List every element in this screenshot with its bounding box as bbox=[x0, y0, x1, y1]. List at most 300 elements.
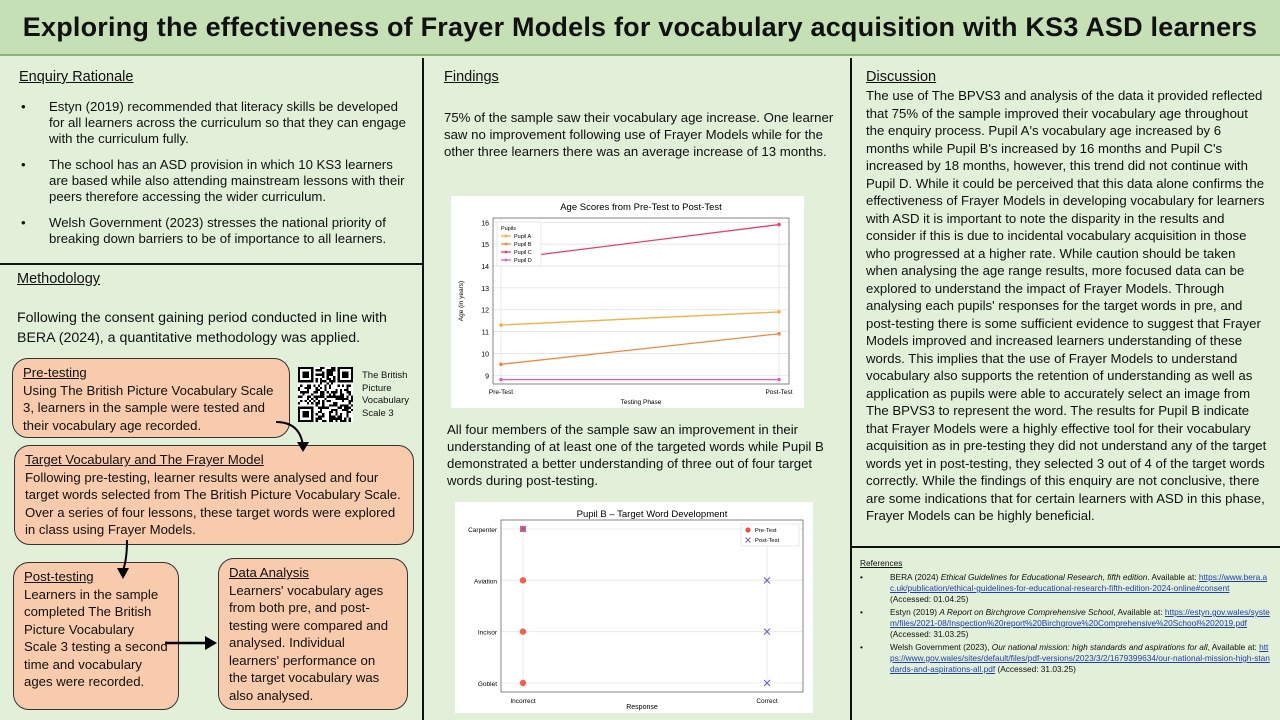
legend-label: Pupil A bbox=[514, 234, 532, 240]
qr-module bbox=[333, 418, 335, 420]
qr-module bbox=[305, 387, 307, 389]
y-tick-label: Incisor bbox=[477, 629, 497, 637]
qr-module bbox=[316, 420, 318, 422]
qr-module bbox=[340, 398, 342, 400]
qr-module bbox=[322, 396, 324, 398]
qr-module bbox=[309, 396, 311, 398]
discussion-body: The use of The BPVS3 and analysis of the data it provided reflected that 75% of the sample improved their vocabulary age throughout the enquiry process. Pupil A's vocabulary age increased by 6 months while Pupil B's increased by 16 months and Pupil C's increased by 18 months, however, this trend did not continue with Pupil D. While it could be perceived that this data alone confirms the effectiveness of Frayer Models in developing vocabulary for learners with ASD it is important to note the disparity in the results and consider if this is due to incidental vocabulary acquisition in those who progressed at a higher rate. While caution should be taken when analysing the age range results, more focused data can be explored to understand the impact of Frayer Models. Through analysing each pupils' responses for the target words in pre, and post-testing there is some sufficient evidence to suggest that Frayer Models improved and increased learners understanding of these words. This implies that the use of Frayer Models to understand vocabulary also supports the retention of understanding as well as application as pupils were able to accurately select an image from The BPVS3 to represent the word. The results for Pupil B indicate that Frayer Models were a highly effective tool for their vocabulary acquisition as in pre-testing they did not understand any of the target words yet in post-testing, they selected 3 out of 4 of the target words correctly. While the findings of this enquiry are not conclusive, there are some indications that for certain learners with ASD in this phase, Frayer Models can be highly beneficial. bbox=[866, 88, 1267, 523]
qr-module bbox=[324, 385, 326, 387]
qr-module bbox=[311, 393, 313, 395]
qr-module bbox=[351, 400, 353, 402]
methodology-heading: Methodology bbox=[17, 271, 101, 287]
qr-module bbox=[349, 402, 351, 404]
qr-module bbox=[331, 391, 333, 393]
qr-module bbox=[320, 396, 322, 398]
reference-title: A Report on Birchgrove Comprehensive School bbox=[939, 607, 1114, 617]
qr-module bbox=[349, 420, 351, 422]
qr-module bbox=[298, 396, 300, 398]
legend-label: Pupil C bbox=[514, 250, 532, 256]
qr-module bbox=[327, 371, 329, 373]
arrow-target-to-posttest bbox=[112, 538, 134, 582]
pretest-body: Using The British Picture Vocabulary Scale 3, learners in the sample were tested and their vocabulary age recorded. bbox=[23, 382, 274, 433]
qr-module bbox=[329, 404, 331, 406]
qr-module bbox=[340, 407, 342, 409]
qr-module bbox=[340, 404, 342, 406]
qr-module bbox=[320, 374, 322, 376]
references-list bbox=[860, 572, 1272, 675]
qr-module bbox=[313, 385, 315, 387]
qr-module bbox=[320, 391, 322, 393]
qr-module bbox=[324, 380, 326, 382]
qr-module bbox=[309, 387, 311, 389]
qr-module bbox=[335, 420, 337, 422]
qr-module bbox=[320, 382, 322, 384]
rationale-bullet: • The school has an ASD provision in which 10 KS3 learners are based while also attending mainstream lessons with their peers therefore accessing the wider curriculum. bbox=[19, 157, 411, 205]
y-tick-label: 15 bbox=[481, 242, 489, 250]
qr-module bbox=[338, 418, 340, 420]
data-analysis-title: Data Analysis bbox=[229, 565, 309, 580]
qr-module bbox=[342, 393, 344, 395]
qr-module bbox=[333, 391, 335, 393]
x-tick-label: Correct bbox=[756, 698, 778, 705]
qr-module bbox=[318, 400, 320, 402]
qr-module bbox=[311, 398, 313, 400]
qr-module bbox=[346, 387, 348, 389]
qr-module bbox=[342, 396, 344, 398]
qr-module bbox=[344, 407, 346, 409]
qr-module bbox=[335, 413, 337, 415]
qr-module bbox=[322, 380, 324, 382]
qr-module bbox=[331, 371, 333, 373]
reference-link[interactable]: https://estyn.gov.wales/system/files/2021-08/Inspection%20report%20Birchgrove%20Comprehensive%20School%202019.pdf bbox=[890, 607, 1270, 628]
y-tick-label: 11 bbox=[481, 329, 489, 337]
qr-module bbox=[340, 418, 342, 420]
qr-module bbox=[329, 418, 331, 420]
qr-module bbox=[327, 382, 329, 384]
age-scores-chart bbox=[451, 196, 804, 408]
qr-module bbox=[322, 374, 324, 376]
data-point bbox=[499, 323, 503, 327]
qr-module bbox=[335, 409, 337, 411]
qr-module bbox=[342, 404, 344, 406]
qr-module bbox=[322, 393, 324, 395]
qr-module bbox=[351, 396, 353, 398]
qr-module bbox=[340, 389, 342, 391]
y-tick-label: 10 bbox=[481, 351, 489, 359]
qr-module bbox=[349, 393, 351, 395]
qr-module bbox=[320, 411, 322, 413]
qr-module bbox=[300, 400, 302, 402]
qr-module bbox=[333, 376, 335, 378]
qr-module bbox=[300, 391, 302, 393]
qr-module bbox=[335, 396, 337, 398]
qr-module bbox=[340, 393, 342, 395]
qr-module bbox=[322, 407, 324, 409]
qr-module bbox=[331, 420, 333, 422]
qr-module bbox=[300, 385, 302, 387]
y-axis-label: Age (in years) bbox=[458, 280, 465, 322]
qr-module bbox=[327, 391, 329, 393]
qr-module bbox=[320, 409, 322, 411]
qr-module bbox=[309, 400, 311, 402]
qr-module bbox=[327, 407, 329, 409]
qr-module bbox=[329, 396, 331, 398]
qr-module bbox=[342, 409, 344, 411]
qr-module bbox=[340, 413, 342, 415]
qr-module bbox=[329, 378, 331, 380]
qr-module bbox=[305, 400, 307, 402]
qr-module bbox=[346, 404, 348, 406]
qr-module bbox=[331, 409, 333, 411]
qr-module bbox=[329, 393, 331, 395]
data-point bbox=[777, 378, 781, 382]
data-analysis-box bbox=[218, 558, 408, 710]
qr-module bbox=[307, 389, 309, 391]
qr-module bbox=[322, 402, 324, 404]
qr-module bbox=[322, 376, 324, 378]
qr-module bbox=[322, 391, 324, 393]
qr-module bbox=[333, 378, 335, 380]
qr-module bbox=[331, 380, 333, 382]
qr-module bbox=[307, 398, 309, 400]
qr-module bbox=[316, 398, 318, 400]
target-vocabulary-body: Following pre-testing, learner results were analysed and four target words selected from The British Picture Vocabulary Scale. Over a series of four lessons, these target words were explored in class using Frayer Models. bbox=[25, 469, 401, 537]
pretest-point bbox=[520, 577, 526, 583]
data-point bbox=[499, 363, 503, 367]
qr-module bbox=[318, 411, 320, 413]
qr-module bbox=[316, 387, 318, 389]
qr-module bbox=[333, 402, 335, 404]
chart-legend bbox=[741, 524, 799, 546]
qr-module bbox=[338, 396, 340, 398]
reference-item: • Estyn (2019) A Report on Birchgrove Comprehensive School, Available at: https://estyn.gov.wales/system/files/2021-08/Inspection%20report%20Birchgrove%20Comprehensive%20School%202019.pdf (Accessed: 31.03.25) bbox=[860, 607, 1272, 640]
qr-module bbox=[346, 413, 348, 415]
posttest-title: Post-testing bbox=[24, 569, 94, 584]
qr-module bbox=[346, 409, 348, 411]
series-line bbox=[501, 334, 779, 365]
qr-module bbox=[351, 404, 353, 406]
qr-module bbox=[318, 418, 320, 420]
qr-module bbox=[346, 411, 348, 413]
qr-module bbox=[329, 380, 331, 382]
qr-module bbox=[311, 402, 313, 404]
qr-module bbox=[335, 418, 337, 420]
qr-module bbox=[318, 407, 320, 409]
qr-module bbox=[316, 418, 318, 420]
qr-module bbox=[331, 415, 333, 417]
qr-module bbox=[346, 391, 348, 393]
pretest-title: Pre-testing bbox=[23, 365, 87, 380]
qr-module bbox=[320, 380, 322, 382]
data-point bbox=[499, 378, 503, 382]
qr-module bbox=[316, 389, 318, 391]
qr-module bbox=[338, 415, 340, 417]
pretest-point bbox=[520, 628, 526, 634]
qr-module bbox=[344, 418, 346, 420]
qr-module bbox=[298, 389, 300, 391]
posttest-body: Learners in the sample completed The British Picture Vocabulary Scale 3 testing a second time and vocabulary ages were recorded. bbox=[24, 586, 168, 689]
qr-module bbox=[335, 398, 337, 400]
qr-module bbox=[335, 404, 337, 406]
qr-module bbox=[316, 413, 318, 415]
legend-marker bbox=[505, 251, 508, 254]
qr-module bbox=[333, 404, 335, 406]
series-line bbox=[501, 312, 779, 325]
qr-module bbox=[331, 404, 333, 406]
qr-module bbox=[320, 407, 322, 409]
qr-module bbox=[349, 411, 351, 413]
qr-module bbox=[307, 396, 309, 398]
legend-label: Pupil B bbox=[514, 242, 532, 248]
qr-module bbox=[324, 407, 326, 409]
x-tick-label: Post-Test bbox=[765, 389, 793, 396]
qr-module bbox=[318, 369, 320, 371]
y-tick-label: Goblet bbox=[477, 681, 497, 688]
qr-module bbox=[316, 402, 318, 404]
qr-module bbox=[327, 396, 329, 398]
qr-module bbox=[329, 387, 331, 389]
qr-module bbox=[309, 385, 311, 387]
qr-module bbox=[331, 382, 333, 384]
rationale-divider bbox=[0, 263, 423, 265]
qr-module bbox=[313, 396, 315, 398]
qr-module bbox=[300, 396, 302, 398]
qr-module bbox=[318, 396, 320, 398]
discussion-divider bbox=[850, 546, 1280, 548]
x-tick-label: Pre-Test bbox=[488, 389, 514, 396]
qr-module bbox=[327, 374, 329, 376]
qr-module bbox=[320, 378, 322, 380]
qr-module bbox=[329, 411, 331, 413]
qr-module bbox=[346, 407, 348, 409]
qr-module bbox=[329, 415, 331, 417]
y-tick-label: Aviation bbox=[473, 578, 497, 586]
column-divider-left bbox=[422, 58, 424, 720]
qr-module bbox=[344, 398, 346, 400]
qr-module bbox=[349, 400, 351, 402]
qr-module bbox=[342, 385, 344, 387]
qr-module bbox=[318, 389, 320, 391]
qr-code bbox=[298, 367, 353, 422]
legend-label: Pre-Test bbox=[755, 528, 777, 534]
qr-module bbox=[322, 371, 324, 373]
qr-module bbox=[316, 374, 318, 376]
qr-module bbox=[302, 393, 304, 395]
qr-module bbox=[322, 420, 324, 422]
qr-module bbox=[298, 387, 300, 389]
target-word-chart bbox=[455, 502, 813, 713]
y-tick-label: 14 bbox=[481, 264, 489, 272]
qr-module bbox=[338, 398, 340, 400]
qr-module bbox=[322, 415, 324, 417]
target-word-svg bbox=[455, 502, 813, 713]
qr-finder-core bbox=[342, 371, 349, 378]
qr-module bbox=[307, 385, 309, 387]
qr-module bbox=[340, 420, 342, 422]
qr-module bbox=[346, 396, 348, 398]
legend-label: Pupil D bbox=[514, 258, 532, 264]
qr-module bbox=[318, 415, 320, 417]
qr-module bbox=[318, 402, 320, 404]
legend-marker bbox=[505, 259, 508, 262]
qr-module bbox=[316, 396, 318, 398]
qr-module bbox=[322, 404, 324, 406]
discussion-heading: Discussion bbox=[866, 69, 937, 85]
findings-paragraph-1: 75% of the sample saw their vocabulary age increase. One learner saw no improvement following use of Frayer Models while for the other three learners there was an average increase of 13 months. bbox=[444, 110, 834, 159]
legend-marker bbox=[505, 235, 508, 238]
qr-module bbox=[335, 411, 337, 413]
methodology-intro: Following the consent gaining period conducted in line with BERA (2024), a quantitative methodology was applied. bbox=[17, 310, 387, 346]
references-heading: References bbox=[860, 558, 903, 568]
qr-module bbox=[333, 393, 335, 395]
qr-module bbox=[322, 367, 324, 369]
qr-module bbox=[331, 418, 333, 420]
chart-legend bbox=[497, 222, 541, 266]
legend-marker bbox=[745, 527, 750, 532]
posttest-box bbox=[13, 562, 179, 710]
qr-module bbox=[324, 420, 326, 422]
poster-title: Exploring the effectiveness of Frayer Models for vocabulary acquisition with KS3 ASD learners bbox=[22, 11, 1258, 42]
qr-module bbox=[324, 389, 326, 391]
reference-item: • BERA (2024) Ethical Guidelines for Educational Research, fifth edition. Available at: https://www.bera.ac.uk/publication/ethical-guidelines-for-educational-research-fifth-edition-2024-online#consent (Accessed: 01.04.25) bbox=[860, 572, 1272, 605]
qr-module bbox=[320, 393, 322, 395]
qr-finder-core bbox=[302, 371, 309, 378]
data-point bbox=[777, 223, 781, 227]
legend-marker bbox=[505, 243, 508, 246]
reference-link[interactable]: https://www.bera.ac.uk/publication/ethical-guidelines-for-educational-research-fifth-edition-2024-online#consent bbox=[890, 572, 1268, 593]
reference-link[interactable]: https://www.gov.wales/sites/default/files/pdf-versions/2023/3/2/1679399634/our-national-mission-high-standards-and-aspirations-all.pdf bbox=[890, 642, 1270, 674]
x-tick-label: Incorrect bbox=[510, 698, 536, 705]
reference-title: Ethical Guidelines for Educational Research, fifth edition bbox=[940, 572, 1148, 582]
pretest-point bbox=[520, 680, 526, 686]
qr-module bbox=[333, 380, 335, 382]
qr-module bbox=[333, 396, 335, 398]
qr-module bbox=[307, 387, 309, 389]
qr-module bbox=[329, 385, 331, 387]
qr-module bbox=[320, 387, 322, 389]
qr-module bbox=[344, 389, 346, 391]
qr-module bbox=[313, 391, 315, 393]
qr-module bbox=[329, 420, 331, 422]
pretest-box bbox=[12, 358, 290, 438]
qr-module bbox=[320, 415, 322, 417]
qr-module bbox=[316, 404, 318, 406]
references bbox=[860, 558, 1272, 677]
qr-module bbox=[335, 391, 337, 393]
qr-module bbox=[327, 376, 329, 378]
qr-module bbox=[338, 407, 340, 409]
qr-module bbox=[331, 396, 333, 398]
qr-module bbox=[344, 409, 346, 411]
rationale-heading: Enquiry Rationale bbox=[19, 69, 134, 85]
qr-module bbox=[331, 369, 333, 371]
qr-module bbox=[342, 400, 344, 402]
series-line bbox=[501, 225, 779, 260]
rationale-bullet: • Estyn (2019) recommended that literacy skills be developed for all learners across the curriculum so that they can engage with the curriculum fully. bbox=[19, 99, 411, 147]
rationale-bullet: • Welsh Government (2023) stresses the national priority of breaking down barriers to be of importance to all learners. bbox=[19, 215, 411, 247]
qr-module bbox=[329, 369, 331, 371]
reference-title: Our national mission: high standards and aspirations for all bbox=[991, 642, 1208, 652]
chart-title: Age Scores from Pre-Test to Post-Test bbox=[560, 202, 722, 213]
qr-module bbox=[298, 402, 300, 404]
chart-title: Pupil B – Target Word Development bbox=[576, 509, 728, 520]
qr-module bbox=[316, 378, 318, 380]
qr-module bbox=[324, 398, 326, 400]
x-axis-label: Response bbox=[626, 704, 658, 711]
qr-module bbox=[318, 385, 320, 387]
qr-module bbox=[344, 404, 346, 406]
qr-module bbox=[327, 400, 329, 402]
qr-module bbox=[346, 415, 348, 417]
qr-modules bbox=[298, 367, 353, 422]
qr-module bbox=[342, 398, 344, 400]
y-tick-label: 13 bbox=[481, 285, 489, 293]
qr-module bbox=[333, 409, 335, 411]
qr-module bbox=[320, 418, 322, 420]
qr-module bbox=[340, 391, 342, 393]
qr-module bbox=[316, 369, 318, 371]
qr-module bbox=[313, 400, 315, 402]
qr-module bbox=[324, 387, 326, 389]
target-vocabulary-box bbox=[14, 445, 414, 545]
qr-module bbox=[329, 374, 331, 376]
qr-module bbox=[346, 398, 348, 400]
qr-module bbox=[327, 378, 329, 380]
qr-module bbox=[322, 400, 324, 402]
data-analysis-body: Learners' vocabulary ages from both pre, and post-testing were compared and analysed. Individual learners' performance on the target vocabulary was also analysed. bbox=[229, 582, 389, 703]
qr-module bbox=[340, 396, 342, 398]
qr-module bbox=[331, 411, 333, 413]
qr-module bbox=[333, 415, 335, 417]
y-tick-label: 12 bbox=[481, 307, 489, 315]
qr-module bbox=[329, 413, 331, 415]
qr-module bbox=[318, 374, 320, 376]
qr-module bbox=[351, 398, 353, 400]
age-scores-svg bbox=[451, 196, 804, 408]
reference-item: • Welsh Government (2023), Our national mission: high standards and aspirations for all, Available at: https://www.gov.wales/sites/default/files/pdf-versions/2023/3/2/1679399634/our-national-mission-high-standards-and-aspirations-all.pdf (Accessed: 31.03.25) bbox=[860, 642, 1272, 675]
rationale-list bbox=[19, 99, 411, 257]
qr-module bbox=[307, 391, 309, 393]
arrow-pretest-to-target bbox=[270, 416, 314, 454]
qr-module bbox=[307, 402, 309, 404]
qr-module bbox=[302, 391, 304, 393]
qr-module bbox=[329, 400, 331, 402]
qr-module bbox=[331, 374, 333, 376]
qr-label: The British Picture Vocabulary Scale 3 bbox=[362, 370, 410, 419]
qr-module bbox=[346, 385, 348, 387]
qr-module bbox=[305, 391, 307, 393]
qr-module bbox=[331, 367, 333, 369]
qr-module bbox=[349, 407, 351, 409]
qr-module bbox=[338, 385, 340, 387]
qr-module bbox=[316, 380, 318, 382]
qr-module bbox=[320, 369, 322, 371]
qr-module bbox=[335, 389, 337, 391]
findings-heading: Findings bbox=[444, 69, 499, 85]
data-point bbox=[777, 310, 781, 314]
qr-module bbox=[340, 415, 342, 417]
qr-module bbox=[349, 385, 351, 387]
title-banner bbox=[0, 0, 1280, 56]
target-vocabulary-title: Target Vocabulary and The Frayer Model bbox=[25, 452, 264, 467]
y-tick-label: 9 bbox=[485, 373, 489, 381]
qr-module bbox=[322, 413, 324, 415]
legend-title: Pupils bbox=[501, 226, 516, 232]
qr-module bbox=[349, 391, 351, 393]
y-tick-label: Carpenter bbox=[468, 527, 497, 534]
qr-module bbox=[342, 420, 344, 422]
y-tick-label: 16 bbox=[481, 220, 489, 228]
